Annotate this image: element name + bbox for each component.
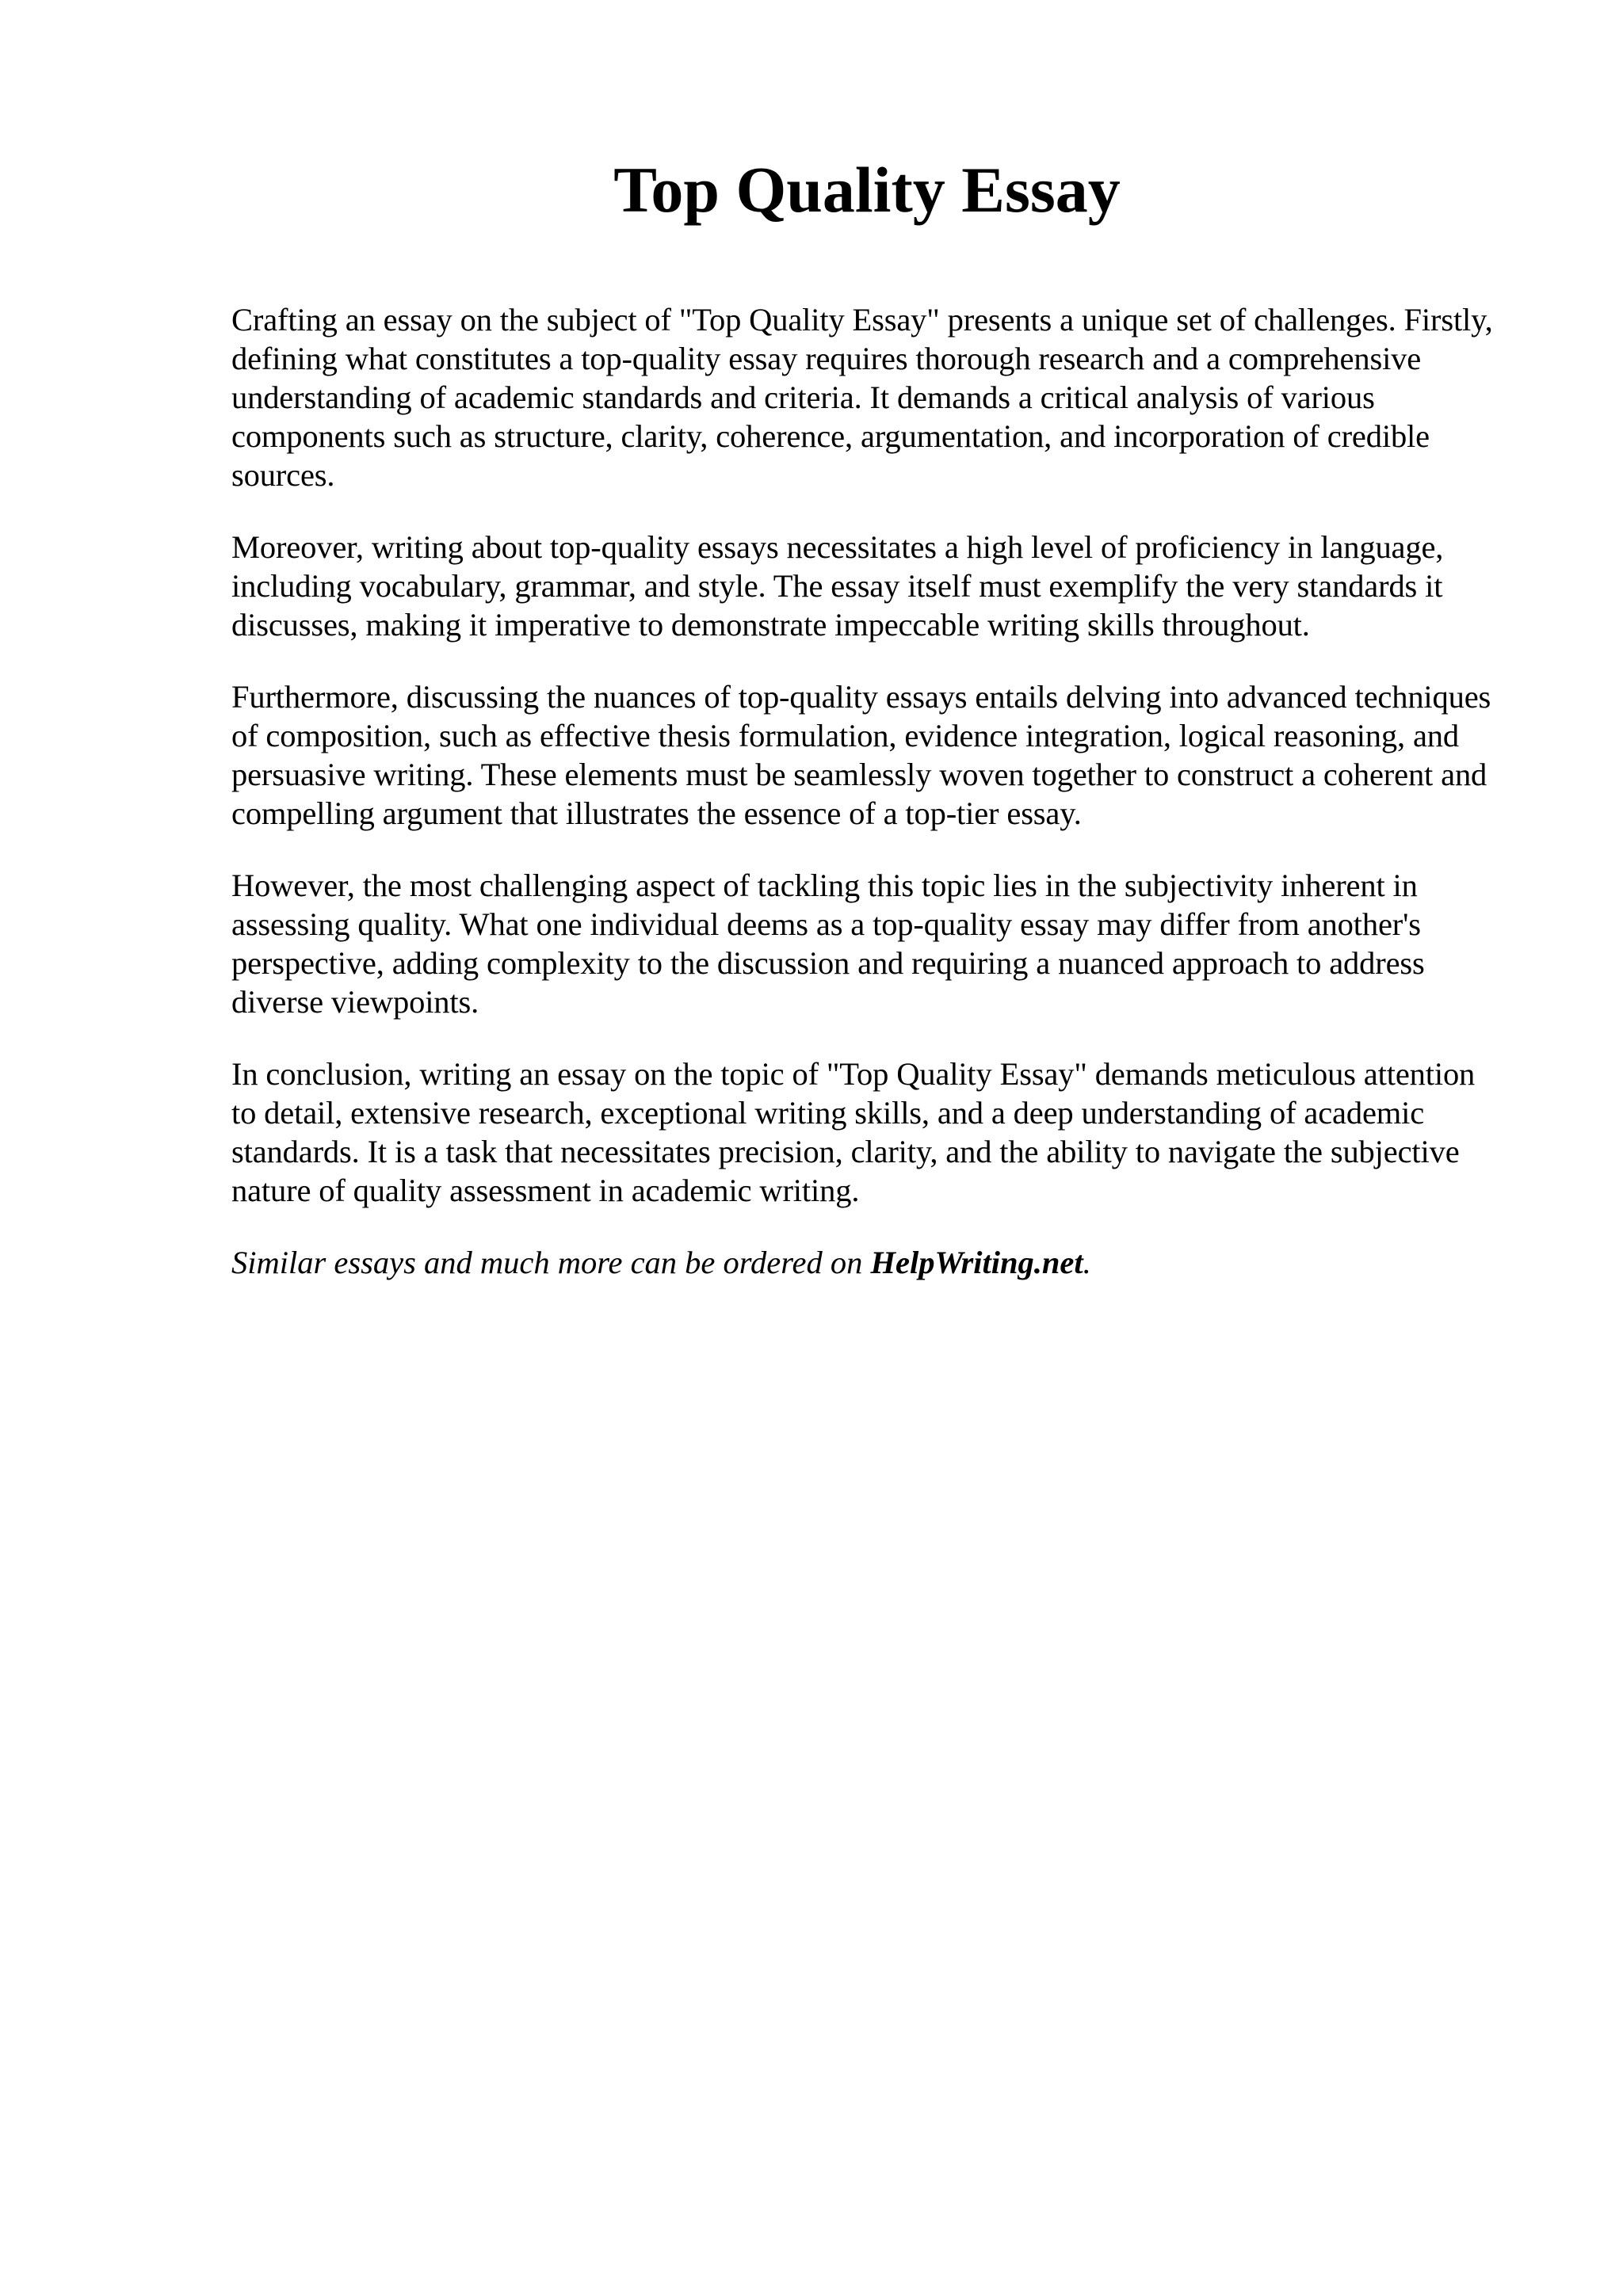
paragraph-1: Crafting an essay on the subject of "Top Quality Essay" presents a unique set of challenges. Firstly, defining what constitutes a top-quality essay requires thorough research and a comprehensive understanding of academic standards and criteria. It demands a critical analysis of various components such as structure, clarity, coherence, argumentation, and incorporation of credible sources. xyxy=(231,302,1493,493)
document-title: Top Quality Essay xyxy=(613,154,1121,226)
document-body xyxy=(231,300,1499,1282)
paragraph-3: Furthermore, discussing the nuances of top-quality essays entails delving into advanced techniques of composition, such as effective thesis formulation, evidence integration, logical reasoning, and persuasive writing. These elements must be seamlessly woven together to construct a coherent and compelling argument that illustrates the essence of a top-tier essay. xyxy=(231,679,1491,831)
footer-site-name: HelpWriting.net xyxy=(870,1245,1083,1280)
footer-suffix: . xyxy=(1083,1245,1091,1280)
footer-note xyxy=(231,1243,1499,1282)
paragraph-2: Moreover, writing about top-quality essays necessitates a high level of proficiency in language, including vocabulary, grammar, and style. The essay itself must exemplify the very standards it discusses, making it imperative to demonstrate impeccable writing skills throughout. xyxy=(231,529,1444,643)
paragraph-5: In conclusion, writing an essay on the topic of "Top Quality Essay" demands meticulous attention to detail, extensive research, exceptional writing skills, and a deep understanding of academic standards. It is a task that necessitates precision, clarity, and the ability to navigate the subjective nature of quality assessment in academic writing. xyxy=(231,1056,1476,1208)
paragraph-4: However, the most challenging aspect of tackling this topic lies in the subjectivity inherent in assessing quality. What one individual deems as a top-quality essay may differ from another's perspective, adding complexity to the discussion and requiring a nuanced approach to address diverse viewpoints. xyxy=(231,868,1425,1020)
footer-prefix: Similar essays and much more can be ordered on xyxy=(231,1245,871,1280)
